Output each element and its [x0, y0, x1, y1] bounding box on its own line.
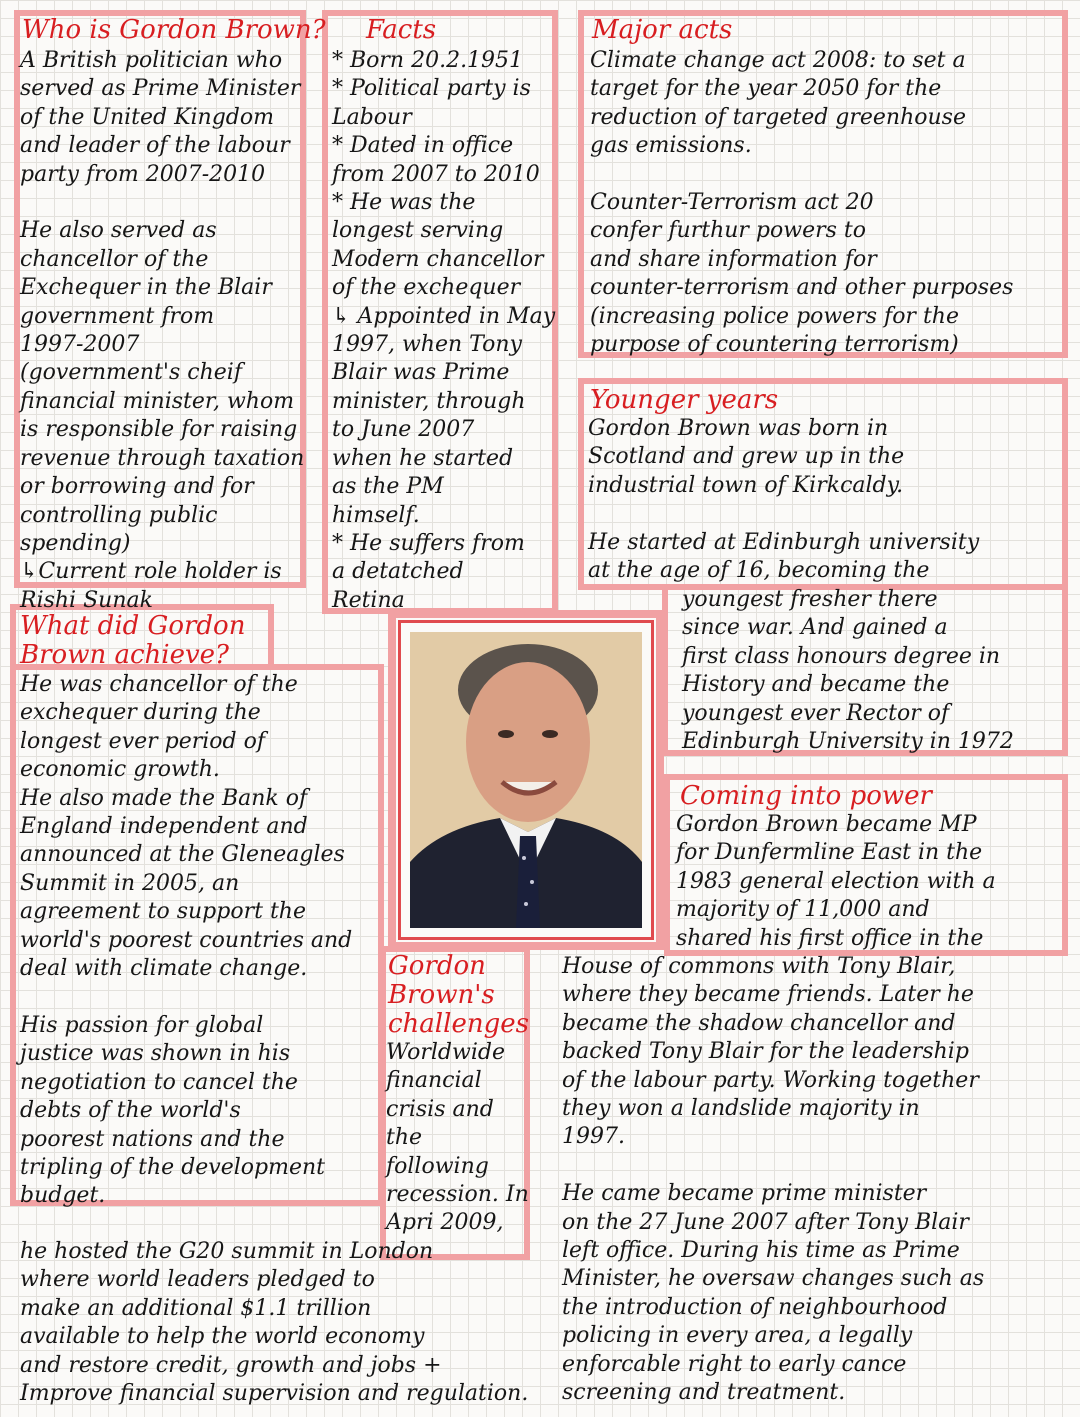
power-body-narrow: Gordon Brown became MP for Dunfermline East in the 1983 general election with a majority of 11,000 and shared his first office in the: [676, 812, 996, 951]
younger-years-body-bottom: youngest fresher there since war. And gained a first class honours degree in History and became the youngest ever Rector of Edinburgh University in 1972: [682, 587, 1014, 755]
younger-years-body-top: Gordon Brown was born in Scotland and grew up in the industrial town of Kirkcaldy. He started at Edinburgh university at the age of 16, becoming the: [588, 416, 980, 584]
portrait-photo: [410, 632, 642, 928]
major-acts-body: Climate change act 2008: to set a target for the year 2050 for the reduction of targeted greenhouse gas emissions. Counter-Terrorism act 20 confer furthur powers to and share information for counter-terrorism and other purposes (increasing police powers for the purpose of countering terrorism): [590, 48, 1014, 358]
major-acts-heading: Major acts: [592, 15, 733, 45]
achieve-body: He was chancellor of the exchequer during the longest ever period of economic growth. He also made the Bank of England independent and announced at the Gleneagles Summit in 2005, an agreement to support the world's poorest countries and deal with climate change. His passion for global justice was shown in his negotiation to cancel the debts of the world's poorest nations and the tripling of the development budget.: [20, 672, 353, 1209]
power-heading: Coming into power: [680, 781, 932, 811]
achieve-heading: What did Gordon Brown achieve?: [20, 611, 246, 670]
challenges-body-narrow: Worldwide financial crisis and the following recession. In Apri 2009,: [386, 1040, 529, 1236]
facts-heading: Facts: [366, 15, 437, 45]
who-heading: Who is Gordon Brown?: [22, 15, 326, 45]
challenges-heading: Gordon Brown's challenges: [388, 951, 529, 1039]
challenges-body-wide: he hosted the G20 summit in London where world leaders pledged to make an additional $1.1 trillion available to help the world economy and restore credit, growth and jobs + Improve financial supervision and regulation.: [20, 1239, 529, 1407]
facts-body: * Born 20.2.1951 * Political party is Labour * Dated in office from 2007 to 2010 * He was the longest serving Modern chancellor of the exchequer ↳ Appointed in May 1997, when Tony Blair was Prime minister, through to June 2007 when he started as the PM himself. * He suffers from a detatched Retina: [332, 48, 556, 613]
portrait-illustration: [410, 632, 642, 928]
younger-years-heading: Younger years: [590, 385, 779, 415]
power-body-wide: House of commons with Tony Blair, where they became friends. Later he became the shadow chancellor and backed Tony Blair for the leadership of the labour party. Working together they won a landslide majority in 1997. He came became prime minister on the 27 June 2007 after Tony Blair left office. During his time as Prime Minister, he oversaw changes such as the introduction of neighbourhood policing in every area, a legally enforcable right to early cance screening and treatment.: [562, 954, 985, 1406]
who-body: A British politician who served as Prime Minister of the United Kingdom and leader of the labour party from 2007-2010 He also served as chancellor of the Exchequer in the Blair government from 1997-2007 (government's cheif financial minister, whom is responsible for raising revenue through taxation or borrowing and for controlling public spending) ↳Current role holder is Rishi Sunak: [20, 48, 305, 613]
